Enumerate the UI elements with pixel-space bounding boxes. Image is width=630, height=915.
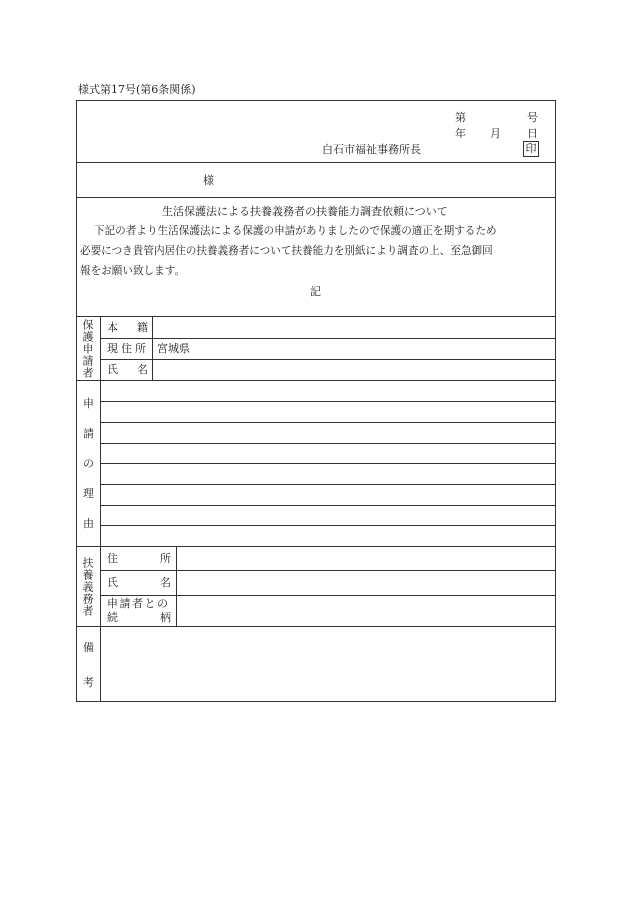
divider — [100, 484, 556, 485]
day-label: 日 — [527, 127, 538, 140]
obligor-address-label-2: 所 — [160, 552, 171, 565]
request-title: 生活保護法による扶養義務者の扶養能力調査依頼について — [162, 205, 448, 218]
remarks-char-1: 備 — [83, 641, 94, 654]
obligor-name-label-2: 名 — [160, 576, 171, 589]
ki-label: 記 — [310, 285, 321, 298]
divider — [100, 359, 556, 360]
divider — [100, 595, 556, 596]
addressee-suffix: 様 — [203, 174, 214, 187]
divider — [100, 422, 556, 423]
divider — [176, 546, 177, 626]
applicant-name-label-2: 名 — [137, 363, 148, 376]
month-label: 月 — [490, 127, 501, 140]
reason-char-1: 申 — [83, 397, 94, 410]
divider — [100, 316, 101, 702]
obligor-name-label-1: 氏 — [107, 576, 118, 589]
form-label: 様式第17号(第6条関係) — [78, 83, 196, 96]
applicant-name-label-1: 氏 — [107, 363, 118, 376]
applicant-section-label: 保護申請者 — [81, 319, 94, 379]
relation-label-bottom-2: 柄 — [160, 611, 171, 624]
obligor-section-label: 扶養義務者 — [81, 557, 94, 617]
request-body-line3: 報をお願い致します。 — [80, 265, 186, 277]
divider — [76, 197, 556, 198]
seal-stamp: 印 — [523, 141, 539, 157]
reason-char-2: 請 — [83, 427, 94, 440]
sender-name: 白石市福祉事務所長 — [322, 143, 421, 156]
divider — [100, 505, 556, 506]
divider — [76, 162, 556, 163]
divider — [76, 380, 556, 381]
honseki-label-2: 籍 — [137, 321, 148, 334]
reason-char-5: 由 — [83, 517, 94, 530]
divider — [100, 443, 556, 444]
year-label: 年 — [455, 127, 466, 140]
remarks-char-2: 考 — [83, 676, 94, 689]
obligor-address-label-1: 住 — [107, 552, 118, 565]
divider — [152, 316, 153, 380]
reason-char-3: の — [83, 457, 94, 470]
divider — [100, 401, 556, 402]
divider — [76, 546, 556, 547]
divider — [100, 570, 556, 571]
relation-label-top: 申請者との — [107, 597, 170, 610]
relation-label-bottom-1: 続 — [107, 611, 118, 624]
divider — [100, 463, 556, 464]
request-body-line1: 下記の者より生活保護法による保護の申請がありましたので保護の適正を期するため — [94, 225, 497, 237]
divider — [76, 316, 556, 317]
number-suffix: 号 — [527, 111, 538, 124]
honseki-label-1: 本 — [107, 321, 118, 334]
address-value: 宮城県 — [157, 342, 190, 355]
divider — [100, 338, 556, 339]
request-body-line2: 必要につき貴管内居住の扶養義務者について扶養能力を別紙により調査の上、至急御回 — [80, 245, 493, 257]
address-label: 現住所 — [107, 342, 149, 355]
number-prefix: 第 — [455, 111, 466, 124]
reason-char-4: 理 — [83, 487, 94, 500]
divider — [76, 626, 556, 627]
divider — [100, 525, 556, 526]
